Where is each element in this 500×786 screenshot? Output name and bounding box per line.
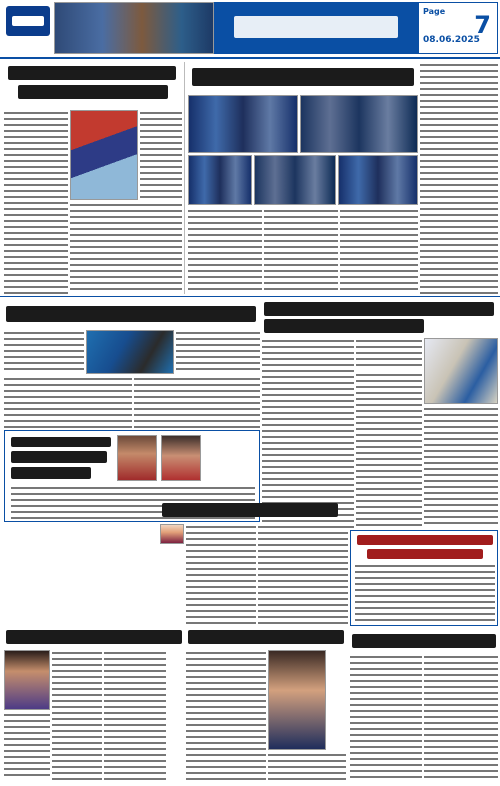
tennis-body-col2 (140, 110, 182, 206)
cricketer-body-col3 (356, 372, 422, 528)
actress-photo-1 (4, 650, 50, 710)
headline-tennis (4, 62, 180, 106)
athlete-photo-2 (161, 435, 201, 481)
tennis-body-col4 (70, 202, 182, 294)
taiwan-athlete-photo (160, 524, 184, 544)
tennis-body-col1 (4, 110, 68, 206)
team-body-col1 (188, 208, 262, 294)
tennis-player-photo (70, 110, 138, 200)
taiwan-body-col2 (258, 524, 348, 624)
section-banner (214, 2, 418, 54)
hockey-photo (86, 330, 174, 374)
newspaper-logo-icon (6, 6, 50, 36)
team-photo-3 (188, 155, 252, 205)
actress-photo-2 (268, 650, 326, 750)
team-photo-4 (254, 155, 336, 205)
cricketer-photo (424, 338, 498, 404)
team-photo-2 (300, 95, 418, 153)
team-body-col2 (264, 208, 338, 294)
headline-team-england (188, 62, 418, 92)
team-body-col4 (420, 62, 498, 294)
masthead-photo-strip (54, 2, 214, 54)
page-label: Page (423, 7, 446, 16)
hockey-body-col1 (4, 330, 84, 374)
headline-entertainment-1 (4, 626, 184, 648)
taiwan-body-col1 (186, 524, 256, 624)
headline-entertainment-3 (350, 630, 498, 652)
section-rule (0, 296, 500, 297)
athlete-photo-1 (117, 435, 157, 481)
team-body-col3 (340, 208, 418, 294)
page-number: 7 (474, 11, 491, 39)
masthead-rule (0, 57, 500, 59)
issue-date: 08.06.2025 (423, 35, 480, 45)
hockey-body-col4 (134, 376, 260, 428)
sidebar-box (350, 530, 498, 626)
date-box (418, 2, 498, 54)
hockey-body-col2 (176, 330, 260, 374)
team-photo-5 (338, 155, 418, 205)
ent3-body-col2 (424, 654, 498, 780)
ent1-body-col3 (104, 650, 166, 780)
headline-cricketer (262, 300, 498, 336)
headline-hockey (4, 300, 260, 328)
col-divider (184, 62, 185, 294)
masthead (0, 0, 500, 56)
cricketer-body-col4 (424, 406, 498, 528)
tennis-body-col3 (4, 206, 68, 294)
ent1-body-col2 (4, 712, 50, 780)
ent2-body-col2 (268, 752, 346, 780)
ent1-body-col1 (52, 650, 102, 780)
team-photo-1 (188, 95, 298, 153)
cricketer-body-col2 (356, 338, 422, 370)
section-title (234, 16, 398, 38)
ent3-body-col1 (350, 654, 422, 780)
headline-taiwan-open (160, 500, 340, 520)
headline-entertainment-2 (186, 626, 346, 648)
ent2-body-col1 (186, 650, 266, 780)
hockey-body-col3 (4, 376, 132, 428)
